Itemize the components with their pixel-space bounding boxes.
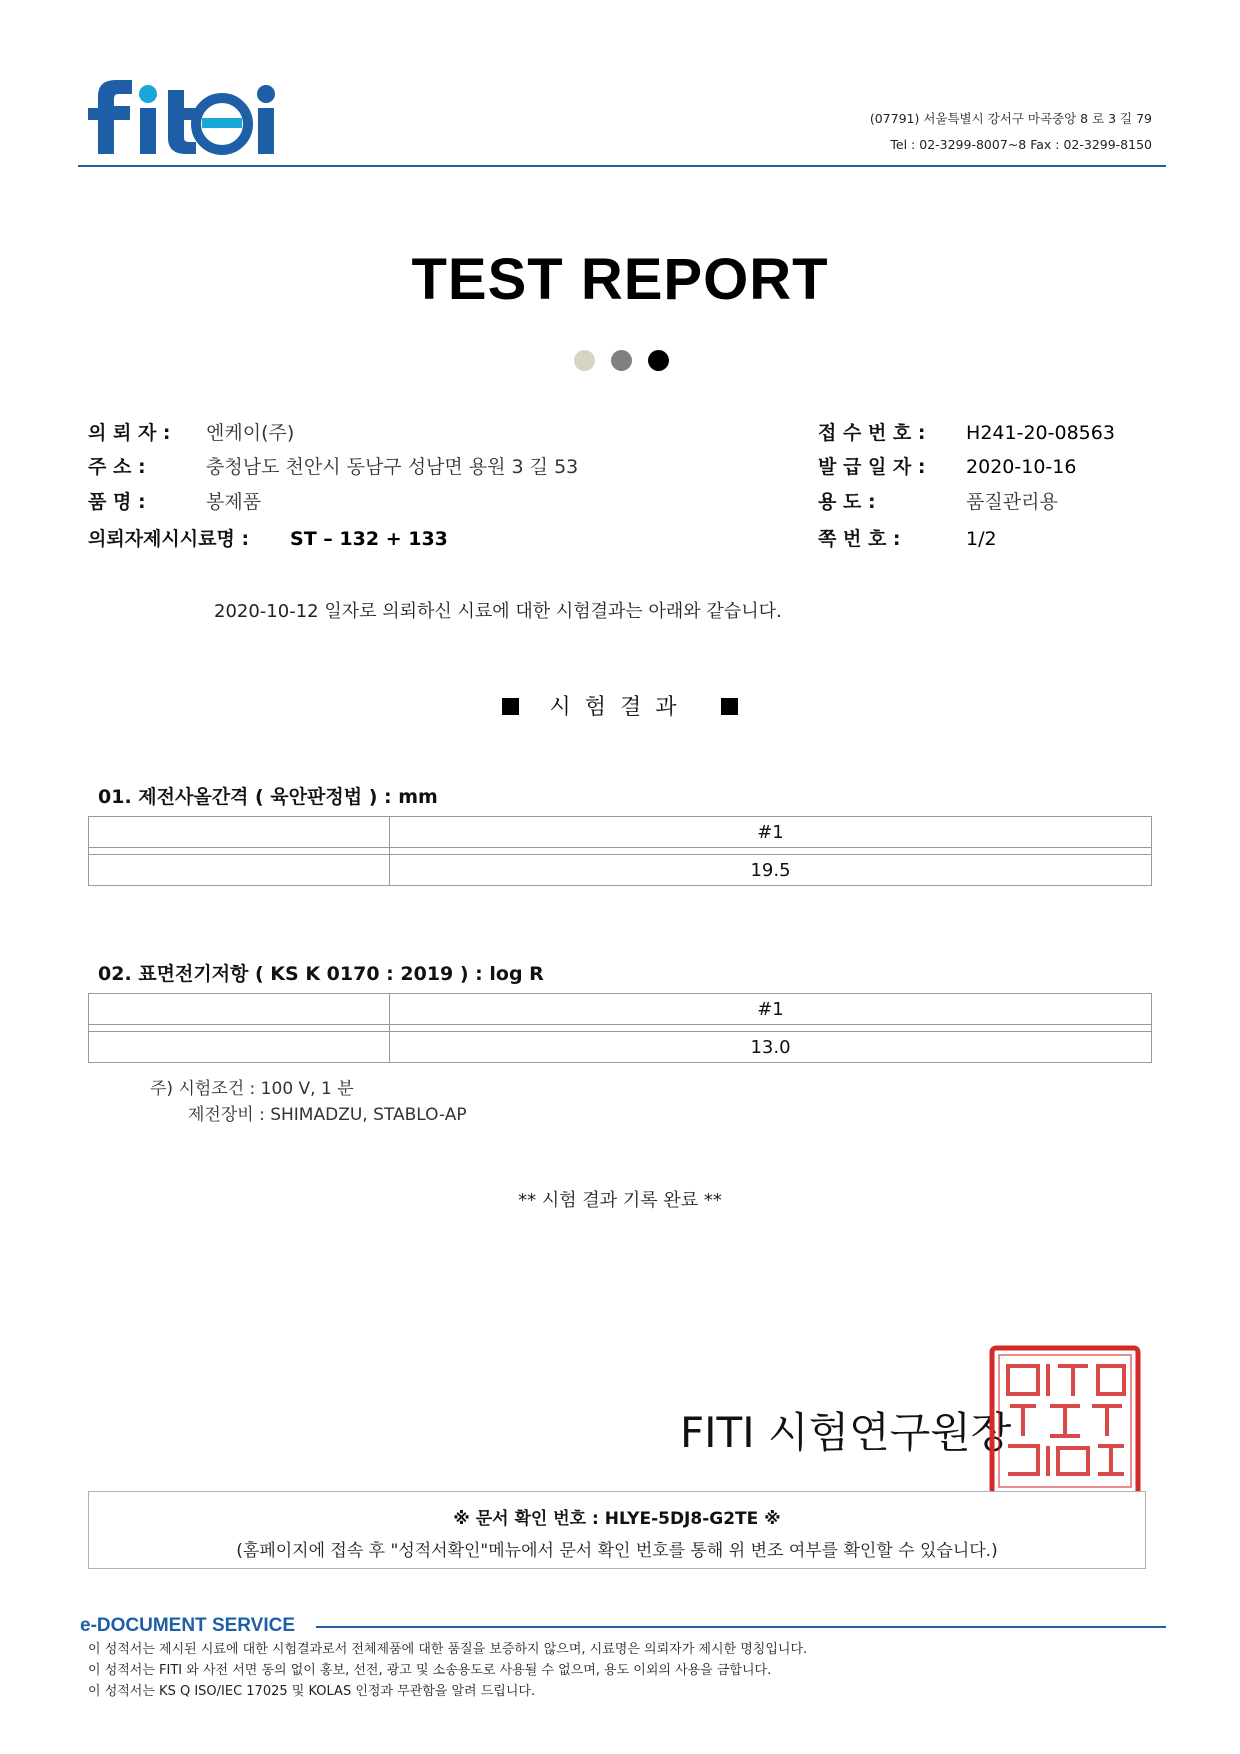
square-bullet-icon: [502, 698, 519, 715]
header-phone: Tel : 02-3299-8007~8 Fax : 02-3299-8150: [890, 137, 1152, 152]
test-notes: [150, 1076, 467, 1128]
info-sample-name: [88, 527, 448, 551]
section-title: [0, 690, 1240, 721]
info-page-no: [818, 527, 997, 551]
official-seal-stamp: [988, 1344, 1142, 1498]
header-contact: [870, 106, 1152, 158]
note-condition: 주) 시험조건 : 100 V, 1 분: [150, 1079, 354, 1099]
e-document-service-label: e-DOCUMENT SERVICE: [80, 1615, 296, 1636]
info-value: 봉제품: [206, 491, 262, 513]
info-value: 2020-10-16: [966, 456, 1077, 478]
verification-instructions: (홈페이지에 접속 후 "성적서확인"메뉴에서 문서 확인 번호를 통해 위 변조 여부를 확인할 수 있습니다.): [236, 1541, 998, 1561]
result-table: [88, 816, 1152, 886]
table-header-cell: #1: [390, 817, 1152, 848]
dot-black: [648, 350, 669, 371]
intro-text: 2020-10-12 일자로 의뢰하신 시료에 대한 시험결과는 아래와 같습니다.: [214, 601, 782, 622]
info-value: 1/2: [966, 528, 997, 550]
section-title-text: 시험결과: [549, 695, 691, 720]
table-value-cell: 13.0: [390, 1032, 1152, 1063]
header-address: (07791) 서울특별시 강서구 마곡중앙 8 로 3 길 79: [869, 111, 1152, 126]
table-cell: [390, 1025, 1152, 1032]
info-value: 품질관리용: [966, 491, 1058, 513]
table-cell: [89, 855, 390, 886]
info-purpose: [818, 490, 1058, 514]
disclaimer-line: 이 성적서는 KS Q ISO/IEC 17025 및 KOLAS 인정과 무관함을 알려 드립니다.: [88, 1684, 536, 1699]
table-cell: [89, 817, 390, 848]
verification-code: ※ 문서 확인 번호 : HLYE-5DJ8-G2TE ※: [453, 1509, 781, 1529]
table-spacer: [89, 848, 1152, 855]
info-label: 쪽 번 호 :: [818, 528, 901, 550]
info-value: H241-20-08563: [966, 422, 1115, 444]
info-value: ST – 132 + 133: [290, 528, 448, 550]
table-header-row: [89, 994, 1152, 1025]
result-table: [88, 993, 1152, 1063]
info-value: 엔케이(주): [206, 422, 295, 444]
dot-light: [574, 350, 595, 371]
info-label: 용 도 :: [818, 491, 876, 513]
info-client: [88, 421, 294, 445]
table-row: [89, 1032, 1152, 1063]
info-label: 주 소 :: [88, 456, 146, 478]
note-equipment: 제전장비 : SHIMADZU, STABLO-AP: [188, 1105, 467, 1125]
report-title: TEST REPORT: [411, 247, 829, 312]
info-label: 품 명 :: [88, 491, 146, 513]
verification-box: [88, 1491, 1146, 1569]
table-cell: [89, 1025, 390, 1032]
test-title: 02. 표면전기저항 ( KS K 0170 : 2019 ) : log R: [98, 963, 544, 985]
info-value: 충청남도 천안시 동남구 성남면 용원 3 길 53: [206, 456, 579, 478]
info-receipt-no: [818, 421, 1115, 445]
table-header-row: [89, 817, 1152, 848]
table-cell: [89, 1032, 390, 1063]
footer-rule: [316, 1626, 1166, 1628]
info-label: 접 수 번 호 :: [818, 422, 926, 444]
table-cell: [390, 848, 1152, 855]
footer-disclaimer: [88, 1639, 807, 1702]
info-product: [88, 490, 261, 514]
info-address: [88, 455, 578, 479]
dot-gray: [611, 350, 632, 371]
info-label: 의뢰자제시시료명 :: [88, 528, 250, 550]
table-spacer: [89, 1025, 1152, 1032]
table-header-cell: #1: [390, 994, 1152, 1025]
signer-name: FITI 시험연구원장: [680, 1408, 1012, 1457]
table-value-cell: 19.5: [390, 855, 1152, 886]
table-cell: [89, 994, 390, 1025]
completion-text: ** 시험 결과 기록 완료 **: [518, 1190, 722, 1211]
title-dots: [574, 350, 674, 372]
header-rule: [78, 165, 1166, 167]
info-label: 의 뢰 자 :: [88, 422, 171, 444]
disclaimer-line: 이 성적서는 제시된 시료에 대한 시험결과로서 전체제품에 대한 품질을 보증하지 않으며, 시료명은 의뢰자가 제시한 명칭입니다.: [88, 1642, 808, 1657]
disclaimer-line: 이 성적서는 FITI 와 사전 서면 동의 없이 홍보, 선전, 광고 및 소송용도로 사용될 수 없으며, 용도 이외의 사용을 금합니다.: [88, 1663, 772, 1678]
square-bullet-icon: [721, 698, 738, 715]
test-title: 01. 제전사올간격 ( 육안판정법 ) : mm: [98, 786, 438, 808]
info-label: 발 급 일 자 :: [818, 456, 926, 478]
fiti-logo: [88, 74, 284, 156]
table-cell: [89, 848, 390, 855]
table-row: [89, 855, 1152, 886]
info-issue-date: [818, 455, 1076, 479]
